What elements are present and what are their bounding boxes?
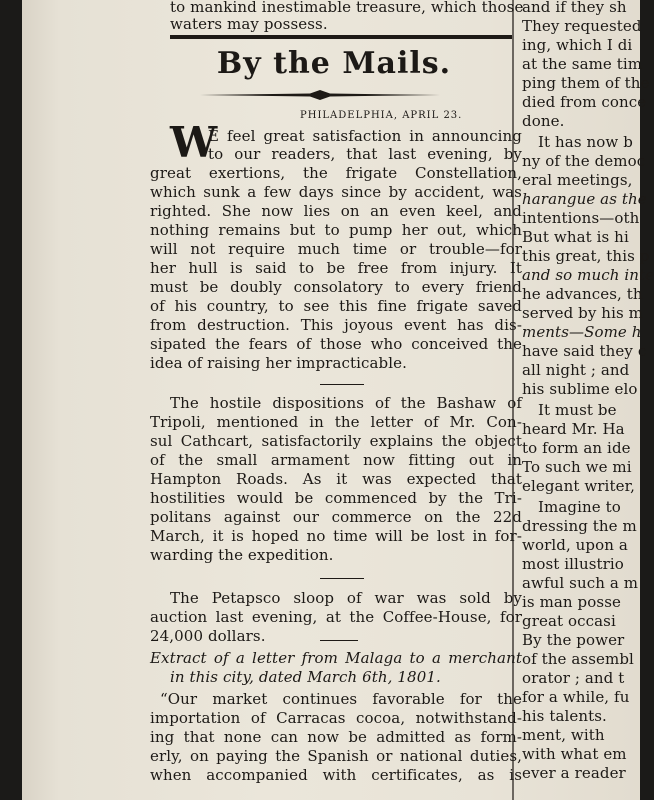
- right-line: died from conce: [522, 93, 647, 111]
- para4-line: importation of Carracas cocoa, notwithstand-: [150, 709, 522, 727]
- para4-line: “Our market continues favorable for the: [160, 690, 522, 708]
- right-line: They requested: [522, 17, 642, 35]
- para2-line: March, it is hoped no time will be lost in for-: [150, 527, 522, 545]
- right-line: ny of the democ: [522, 152, 646, 170]
- para1-line: from destruction. This joyous event has dis-: [150, 316, 522, 334]
- right-line: great occasi: [522, 612, 616, 630]
- drop-cap: W: [170, 118, 218, 167]
- right-line: ever a reader: [522, 764, 626, 782]
- right-line: served by his m: [522, 304, 643, 322]
- left-column: [130, 0, 524, 800]
- right-line: eral meetings,: [522, 171, 633, 189]
- right-line: all night ; and: [522, 361, 630, 379]
- para3-line: The Petapsco sloop of war was sold by: [170, 589, 522, 607]
- right-line: dressing the m: [522, 517, 637, 535]
- right-line: world, upon a: [522, 536, 628, 554]
- right-line: his sublime elo: [522, 380, 638, 398]
- para2-line: The hostile dispositions of the Bashaw of: [170, 394, 522, 412]
- para2-line: of the small armament now fitting out in: [150, 451, 522, 469]
- separator-rule: [320, 578, 364, 579]
- para3-line: auction last evening, at the Coffee-House, for: [150, 608, 522, 626]
- right-line: ping them of the: [522, 74, 650, 92]
- para1-line: sipated the fears of those who conceived the: [150, 335, 522, 353]
- right-line: his talents.: [522, 707, 607, 725]
- right-line: is man posse: [522, 593, 621, 611]
- newspaper-page: [22, 0, 654, 800]
- right-line: done.: [522, 112, 565, 130]
- extract-heading-line: Extract of a letter from Malaga to a merchant: [150, 649, 522, 667]
- right-line: and so much inte: [522, 266, 654, 284]
- right-line: intentions—oth: [522, 209, 640, 227]
- para2-line: politans against our commerce on the 22d: [150, 508, 522, 526]
- para1-first-line: E feel great satisfaction in announcing: [208, 127, 522, 145]
- right-line: and if they sh: [522, 0, 627, 16]
- para2-line: Hampton Roads. As it was expected that: [150, 470, 522, 488]
- section-rule: [170, 35, 512, 39]
- right-line: heard Mr. Ha: [522, 420, 625, 438]
- right-line: have said they c: [522, 342, 647, 360]
- right-line: ing, which I di: [522, 36, 633, 54]
- right-line: Imagine to: [538, 498, 621, 516]
- right-line: to form an ide: [522, 439, 631, 457]
- right-line: of the assembl: [522, 650, 634, 668]
- para1-line: righted. She now lies on an even keel, and: [150, 202, 522, 220]
- right-line: for a while, fu: [522, 688, 630, 706]
- extract-heading-line: in this city, dated March 6th, 1801.: [170, 668, 441, 686]
- section-heading: By the Mails.: [216, 46, 452, 81]
- right-line: he advances, th: [522, 285, 643, 303]
- right-line: It must be: [538, 401, 617, 419]
- para2-line: sul Cathcart, satisfactorily explains the object: [150, 432, 522, 450]
- para1-line: of his country, to see this fine frigate saved: [150, 297, 522, 315]
- right-line: ment, with: [522, 726, 605, 744]
- para1-line: idea of raising her impracticable.: [150, 354, 408, 372]
- para4-line: ing that none can now be admitted as form-: [150, 728, 522, 746]
- para4-line: erly, on paying the Spanish or national duties,: [150, 747, 522, 765]
- para1-line: which sunk a few days since by accident, was: [150, 183, 522, 201]
- ornament-rule-icon: [200, 89, 440, 101]
- right-line: awful such a m: [522, 574, 639, 592]
- top-line-1: to mankind inestimable treasure, which those: [170, 0, 524, 16]
- separator-rule: [320, 384, 364, 385]
- right-line: with what em: [522, 745, 627, 763]
- right-line: By the power: [522, 631, 625, 649]
- separator-rule: [320, 640, 358, 641]
- right-column: [522, 0, 654, 800]
- para1-line: will not require much time or trouble—for: [150, 240, 522, 258]
- right-line: elegant writer,: [522, 477, 636, 495]
- right-line: It has now b: [538, 133, 633, 151]
- para1-line: great exertions, the frigate Constellation,: [150, 164, 522, 182]
- para1-line: her hull is said to be free from injury. It: [150, 259, 522, 277]
- right-line: this great, this p: [522, 247, 650, 265]
- para1-line: must be doubly consolatory to every friend: [150, 278, 522, 296]
- right-line: ments—Some h: [522, 323, 642, 341]
- top-line-2: waters may possess.: [170, 15, 328, 33]
- para2-line: hostilities would be commenced by the Tri-: [150, 489, 522, 507]
- para3-line: 24,000 dollars.: [150, 627, 266, 645]
- right-line: most illustrio: [522, 555, 624, 573]
- right-line: orator ; and t: [522, 669, 625, 687]
- para2-line: warding the expedition.: [150, 546, 334, 564]
- para4-line: when accompanied with certificates, as is: [150, 766, 522, 784]
- right-line: harangue as the: [522, 190, 647, 208]
- para1-line: nothing remains but to pump her out, which: [150, 221, 522, 239]
- para2-line: Tripoli, mentioned in the letter of Mr. Con-: [150, 413, 522, 431]
- right-line: But what is hi: [522, 228, 629, 246]
- para1-line: to our readers, that last evening, by: [208, 145, 522, 163]
- right-line: To such we mi: [522, 458, 632, 476]
- dateline: PHILADELPHIA, APRIL 23.: [300, 110, 463, 121]
- right-line: at the same tim: [522, 55, 643, 73]
